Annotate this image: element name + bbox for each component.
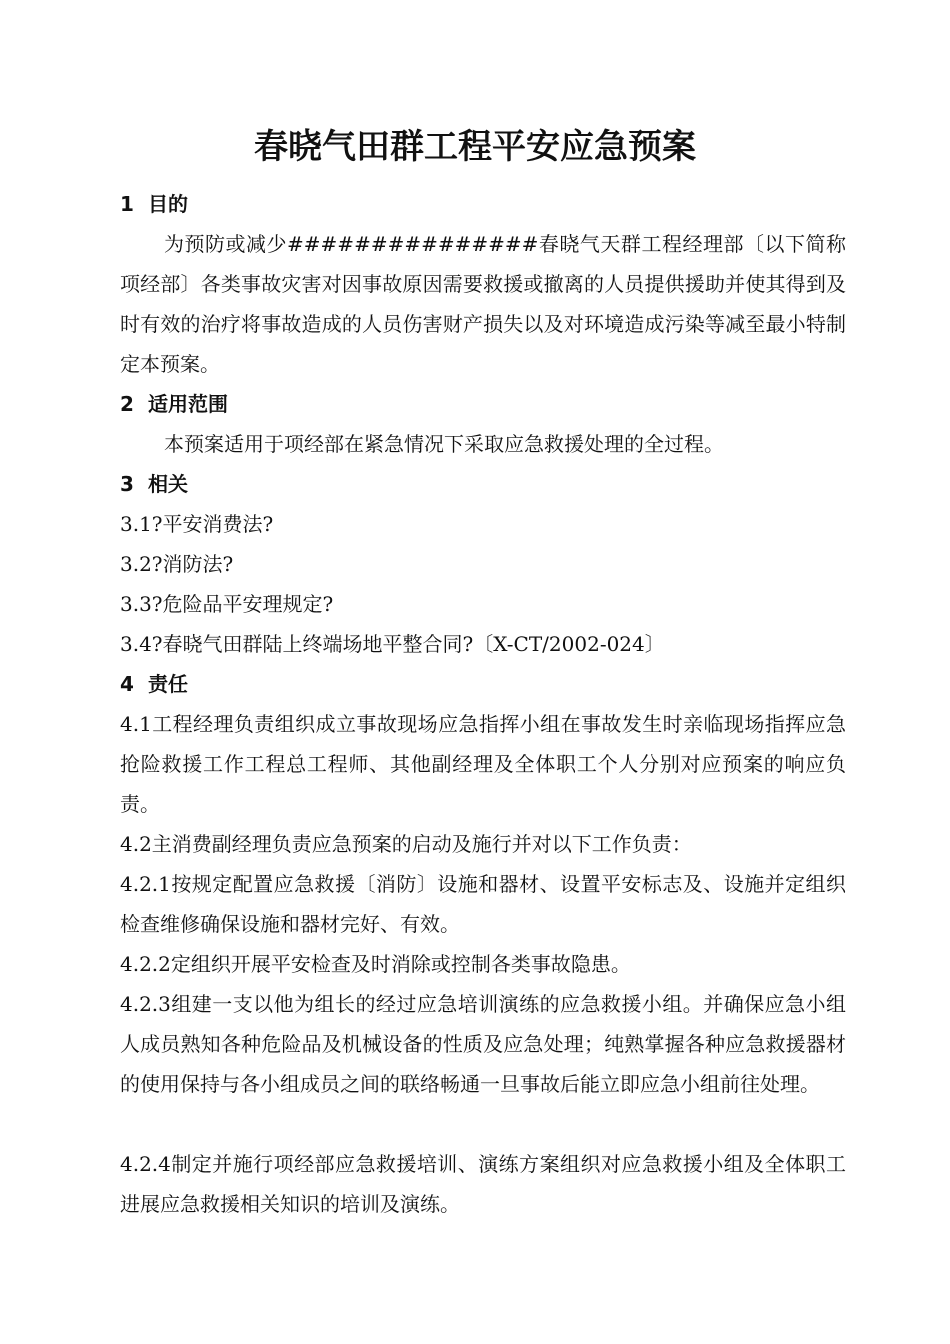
list-item: 4.2.3组建一支以他为组长的经过应急培训演练的应急救援小组。并确保应急小组人成员熟知各种危险品及机械设备的性质及应急处理；纯熟掌握各种应急救援器材的使用保持与各小组成员之间的联络畅通一旦事故后能立即应急小组前往处理。 (120, 992, 846, 1096)
document-title: 春晓气田群工程平安应急预案 (254, 127, 696, 167)
section-title: 适用范围 (148, 392, 228, 416)
section-heading-3 (120, 464, 846, 504)
section-heading-1 (120, 184, 846, 224)
section-title: 责任 (148, 672, 188, 696)
list-item: 4.2.4制定并施行项经部应急救援培训、演练方案组织对应急救援小组及全体职工进展应急救援相关知识的培训及演练。 (120, 1152, 846, 1216)
list-item: 4.2主消费副经理负责应急预案的启动及施行并对以下工作负责： (120, 832, 692, 856)
section-paragraph-2: 本预案适用于项经部在紧急情况下采取应急救援处理的全过程。 (164, 432, 724, 456)
section-heading-4 (120, 664, 846, 704)
section-number: 1 (120, 192, 134, 216)
list-item: 3.2?消防法? (120, 552, 234, 576)
section-number: 4 (120, 672, 134, 696)
list-item: 3.3?危险品平安理规定? (120, 592, 334, 616)
list-item: 4.1工程经理负责组织成立事故现场应急指挥小组在事故发生时亲临现场指挥应急抢险救援工作工程总工程师、其他副经理及全体职工个人分别对应预案的响应负责。 (120, 712, 846, 816)
section-number: 3 (120, 472, 134, 496)
list-item: 3.1?平安消费法? (120, 512, 274, 536)
section-title: 相关 (148, 472, 188, 496)
section-paragraph-1: 为预防或减少###############春晓气天群工程经理部〔以下简称项经部〕各类事故灾害对因事故原因需要救援或撤离的人员提供援助并使其得到及时有效的治疗将事故造成的人员伤害财产损失以及对环境造成污染等减至最小特制定本预案。 (120, 232, 846, 376)
section-heading-2 (120, 384, 846, 424)
section-number: 2 (120, 392, 134, 416)
list-item: 4.2.1按规定配置应急救援〔消防〕设施和器材、设置平安标志及、设施并定组织检查维修确保设施和器材完好、有效。 (120, 872, 846, 936)
list-item: 4.2.2定组织开展平安检查及时消除或控制各类事故隐患。 (120, 952, 631, 976)
list-item: 3.4?春晓气田群陆上终端场地平整合同?〔X-CT/2002-024〕 (120, 632, 665, 656)
section-title: 目的 (148, 192, 188, 216)
